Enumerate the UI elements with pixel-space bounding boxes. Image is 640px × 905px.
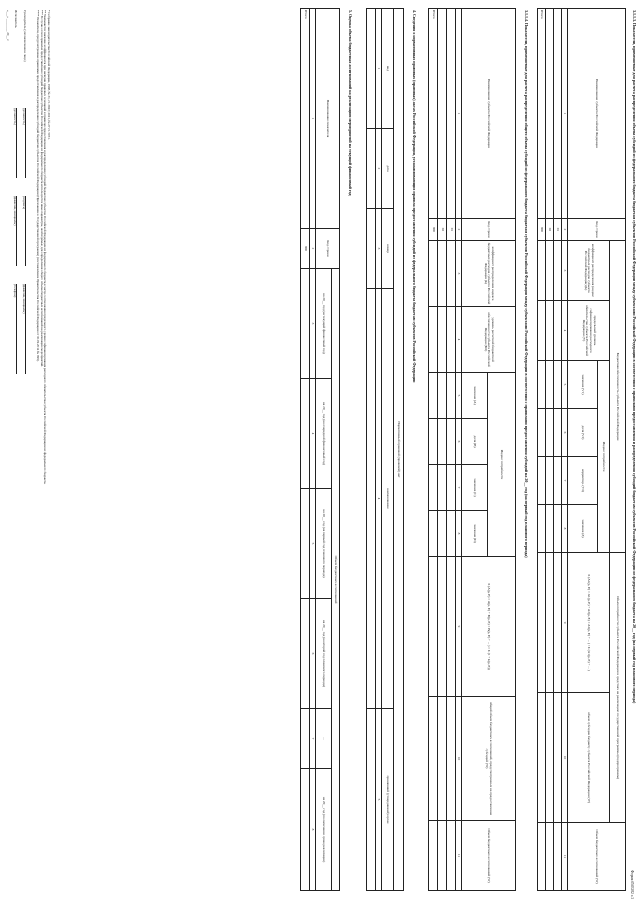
table-cell[interactable] — [438, 557, 447, 697]
section-4-title: 4. Сведения о нормативных правовых (правовых) актах Российской Федерации, устанавливающих правила предоставления субсидий из федерального бюджета бюджетам субъектов Российской Федерации — [412, 10, 417, 383]
col-number: 4 — [310, 379, 316, 489]
header-name: Наименование показателя — [316, 9, 340, 229]
header-subject: Наименование субъекта Российской Федерации — [462, 9, 516, 219]
header-year-3: на 20__ год (на первый год планового периода) — [316, 489, 332, 599]
table-cell[interactable] — [447, 511, 456, 557]
section-1-1-4-table — [428, 8, 516, 891]
table-cell[interactable] — [301, 709, 310, 769]
table-cell[interactable] — [447, 697, 456, 821]
table-cell[interactable] — [538, 553, 546, 693]
header-col5: значение (A) — [462, 373, 488, 419]
row-code: 01 — [554, 219, 562, 241]
col-number: 4 — [562, 301, 568, 361]
col-number: 5 — [456, 373, 462, 419]
table-cell[interactable] — [447, 465, 456, 511]
col-number: 11 — [562, 823, 568, 891]
formula: Σ (A1(p, E) × A1(p, E) + A2(p, E) × A2(p, E) + ... ) / Σ (A1(p, E) + ... ) — [568, 553, 610, 693]
section-1-1-4-title: 3.1.1.4. Показатели, применяемые для расчета распределения общего объема субсидий из федерального бюджета бюджетам субъектов Российской Федерации между субъектами Российской Федерации в соответствии с правилами предоставления субсидий на 20__ год (на первый год планового периода) — [524, 10, 529, 558]
exec-label: Исполнитель — [14, 10, 19, 28]
section-5-table — [300, 8, 340, 891]
section-4-group: Нормативный правовой (правовой) акт — [394, 9, 404, 891]
col-number: 10 — [562, 693, 568, 823]
col-number: 5 — [376, 709, 382, 891]
col-number: 8 — [562, 505, 568, 553]
col-number: 2 — [562, 219, 568, 241]
table-cell[interactable] — [554, 553, 562, 693]
group-need: Объем потребности субъекта Российской Федерации в средствах на реализацию государственной программы (подпрограммы) — [610, 553, 626, 823]
header-subject: Наименование субъекта Российской Федерации — [568, 9, 626, 219]
table-cell[interactable] — [438, 9, 447, 219]
header-number: номер — [382, 209, 394, 289]
col-number: 8 — [456, 511, 462, 557]
section-5-group: Объем бюджетных ассигнований — [332, 269, 340, 891]
row-code: 900 — [538, 219, 546, 241]
col-number: 1 — [310, 9, 316, 229]
col-number: 3 — [456, 241, 462, 307]
header-col6: доля (B) — [462, 419, 488, 465]
col-number: 2 — [310, 229, 316, 269]
col-number: 6 — [310, 599, 316, 709]
section-1-1-3-table — [537, 8, 626, 891]
head-position: (должность) — [21, 108, 26, 178]
table-cell[interactable] — [367, 209, 376, 289]
row-code: 01 — [447, 219, 456, 241]
col-number: 3 — [310, 269, 316, 379]
group-budget: Бюджетная обеспеченность субъекта Российской Федерации — [610, 241, 626, 553]
table-cell[interactable] — [438, 697, 447, 821]
head-signature: (подпись) — [21, 196, 26, 266]
section-1-1-3-title: 3.1.1.3. Показатели, применяемые для расчета распределения объема субсидий из федерального бюджета бюджетам субъектов Российской Федерации между субъектами Российской Федерации в соответствии с правилами предоставления и распределения субсидий бюджетам субъектов Российской Федерации из федерального бюджета на 20__ год (на первый год планового периода) — [632, 10, 637, 704]
header-col7: значение (C) — [462, 465, 488, 511]
table-cell[interactable] — [447, 307, 456, 373]
table-cell[interactable] — [429, 307, 438, 373]
formula: Σ (A(p, E) × A(p, E) + B(p, E) × B(p, E) + ... ) × Σ (1 + k(p, E)) — [462, 557, 516, 697]
header-col3: коэффициент распределения (индекс бюджетных расходов субъекта Российской Федерации) (k) — [568, 241, 610, 301]
table-cell[interactable] — [301, 769, 310, 891]
exec-position: (должность) — [13, 108, 18, 178]
col-number: 9 — [456, 557, 462, 697]
section-4-table — [366, 8, 404, 891]
col-number: 6 — [456, 419, 462, 465]
col-number: 2 — [456, 219, 462, 241]
form-code: Форма 0503382 с.3 — [630, 870, 634, 899]
table-cell[interactable] — [367, 9, 376, 129]
table-cell[interactable] — [538, 409, 546, 457]
footnote-3: *** В случае если в правилах предоставления субсидий бюджетам субъектов Российской Федерации из федерального бюджета используются иные параметры, необходимые для определения общего объема бюджетных ассигнований на реализацию мероприятий. — [39, 10, 44, 367]
header-type: вид — [382, 9, 394, 129]
table-cell[interactable] — [538, 241, 546, 301]
table-cell[interactable] — [429, 557, 438, 697]
header-year-6: на 20__ год (по окончании срока реализации) — [316, 769, 332, 891]
header-year-5: ... — [316, 709, 332, 769]
table-cell[interactable] — [538, 505, 546, 553]
table-cell[interactable] — [447, 821, 456, 891]
table-cell[interactable] — [546, 409, 554, 457]
table-cell[interactable] — [301, 489, 310, 599]
table-cell[interactable] — [438, 307, 447, 373]
table-cell[interactable] — [546, 553, 554, 693]
table-cell[interactable] — [438, 465, 447, 511]
table-cell[interactable] — [429, 821, 438, 891]
header-col11: Объем бюджетных ассигнований (W) — [568, 823, 626, 891]
table-cell[interactable] — [554, 409, 562, 457]
col-number: 2 — [376, 129, 382, 209]
col-number: 1 — [456, 9, 462, 219]
footnote-4: **** Показатели, предусмотренные правилами предоставления и распределения субсидий бюджетам субъектов Российской Федерации (Приложение к Государственной программе) (постановление Правительства Российской Федерации от 30.09.2014 № 999). — [35, 10, 40, 362]
table-cell[interactable] — [429, 373, 438, 419]
header-col8: значение (D) — [462, 511, 488, 557]
table-cell[interactable] — [438, 373, 447, 419]
exec-name: (фамилия, инициалы) — [13, 196, 18, 266]
row-code: 02 — [438, 219, 447, 241]
table-cell[interactable] — [429, 511, 438, 557]
table-cell[interactable] — [438, 419, 447, 465]
header-col4: уровень расчетной бюджетной обеспеченности субъекта Российской Федерации (БО) — [462, 307, 516, 373]
table-cell[interactable] — [429, 465, 438, 511]
table-cell[interactable] — [554, 241, 562, 301]
header-year-4: на 20__ год (на второй год планового периода) — [316, 599, 332, 709]
table-cell[interactable] — [546, 505, 554, 553]
row-code: 900 — [429, 219, 438, 241]
header-year-1: на 20__ год (на текущий финансовый год) — [316, 269, 332, 379]
footnote-2: ** Указывается значение коэффициента при наличии правовых оснований в правилах предоставления и распределения субсидий бюджетам субъектов Российской Федерации из федерального бюджета в части соотношения предельного уровня софинансирования расходного обязательства субъекта Российской Федерации из федерального бюджета. — [43, 10, 48, 485]
header-col5: значение (V1) — [568, 361, 598, 409]
table-cell[interactable] — [447, 241, 456, 307]
table-cell[interactable] — [554, 457, 562, 505]
total-label: Итого — [301, 9, 310, 229]
header-col6: доля (V2) — [568, 409, 598, 457]
col-number: 9 — [562, 553, 568, 693]
header-code: Код строки — [316, 229, 340, 269]
table-cell[interactable] — [538, 361, 546, 409]
col-number: 3 — [376, 209, 382, 289]
col-number: 8 — [310, 769, 316, 891]
group-index: Индекс потребности — [488, 373, 516, 557]
signature-date: «___» ________ 20__ г. — [5, 10, 10, 42]
table-cell[interactable] — [429, 419, 438, 465]
col-number: 7 — [456, 465, 462, 511]
header-col10: общий объем бюджетных ассигнований, предусмотренных на предоставление субсидий (W) — [462, 697, 516, 821]
table-cell[interactable] — [554, 9, 562, 219]
head-label: Руководитель (уполномоченное лицо) — [23, 10, 27, 62]
total-label: Итого — [429, 9, 438, 219]
header-col3: коэффициент распределения индекса бюджетных расходов субъекта Российской Федерации (k) — [462, 241, 516, 307]
table-cell[interactable] — [429, 241, 438, 307]
header-adopted: принявший (утвердивший) орган — [382, 709, 394, 891]
col-number: 7 — [562, 457, 568, 505]
table-cell[interactable] — [554, 823, 562, 891]
col-number: 3 — [562, 241, 568, 301]
table-cell[interactable] — [429, 697, 438, 821]
table-cell[interactable] — [538, 823, 546, 891]
group-index: Индекс потребности — [598, 361, 610, 553]
head-name: (фамилия, инициалы) — [21, 284, 26, 374]
signature-block — [5, 10, 26, 510]
table-cell[interactable] — [447, 373, 456, 419]
col-number: 4 — [376, 289, 382, 709]
table-cell[interactable] — [554, 301, 562, 361]
table-cell[interactable] — [438, 821, 447, 891]
header-col7: корректир. (V3) — [568, 457, 598, 505]
table-cell[interactable] — [438, 241, 447, 307]
table-cell[interactable] — [301, 599, 310, 709]
header-code: Код строки — [568, 219, 626, 241]
header-col11: Объем бюджетных ассигнований (W) — [462, 821, 516, 891]
table-cell[interactable] — [301, 379, 310, 489]
header-col10: объем субсидии бюджету субъекта Российской Федерации (W) — [568, 693, 610, 823]
header-date: дата — [382, 129, 394, 209]
table-cell[interactable] — [546, 361, 554, 409]
header-col4: предельный уровень софинансирования расходного обязательства субъекта Российской Федерации (Y) — [568, 301, 610, 361]
section-5-title: 5. Оценка объема бюджетных ассигнований на реализацию мероприятий на текущий финансовый год — [348, 10, 353, 196]
table-cell[interactable] — [447, 9, 456, 219]
table-cell[interactable] — [554, 505, 562, 553]
col-number: 1 — [376, 9, 382, 129]
table-cell[interactable] — [438, 511, 447, 557]
header-col8: значение (Z) — [568, 505, 598, 553]
table-cell[interactable] — [546, 457, 554, 505]
table-cell[interactable] — [538, 693, 546, 823]
col-number: 4 — [456, 307, 462, 373]
table-cell[interactable] — [546, 9, 554, 219]
footnotes — [35, 10, 50, 880]
table-cell[interactable] — [367, 129, 376, 209]
col-number: 5 — [562, 361, 568, 409]
col-number: 7 — [310, 709, 316, 769]
table-cell[interactable] — [538, 457, 546, 505]
table-cell[interactable] — [546, 823, 554, 891]
col-number: 6 — [562, 409, 568, 457]
table-cell[interactable] — [301, 269, 310, 379]
table-cell[interactable] — [554, 693, 562, 823]
table-cell[interactable] — [546, 301, 554, 361]
col-number: 1 — [562, 9, 568, 219]
footnote-1: * Собрание законодательства Российской Федерации, 1998, № 31, ст. 3823; 2021, № 27 ст. 5051. — [47, 10, 51, 140]
row-code: 900 — [301, 229, 310, 269]
table-cell[interactable] — [367, 289, 376, 709]
header-code: Код строки — [462, 219, 516, 241]
total-label: Итого — [538, 9, 546, 219]
col-number: 5 — [310, 489, 316, 599]
header-year-2: на 20__ год (на очередной финансовый год) — [316, 379, 332, 489]
col-number: 11 — [456, 821, 462, 891]
table-cell[interactable] — [546, 241, 554, 301]
table-cell[interactable] — [447, 557, 456, 697]
table-cell[interactable] — [447, 419, 456, 465]
table-cell[interactable] — [538, 301, 546, 361]
exec-phone: (телефон) — [13, 284, 18, 374]
col-number: 10 — [456, 697, 462, 821]
table-cell[interactable] — [546, 693, 554, 823]
row-code: 02 — [546, 219, 554, 241]
table-cell[interactable] — [554, 361, 562, 409]
header-name: наименование — [382, 289, 394, 709]
table-cell[interactable] — [367, 709, 376, 891]
